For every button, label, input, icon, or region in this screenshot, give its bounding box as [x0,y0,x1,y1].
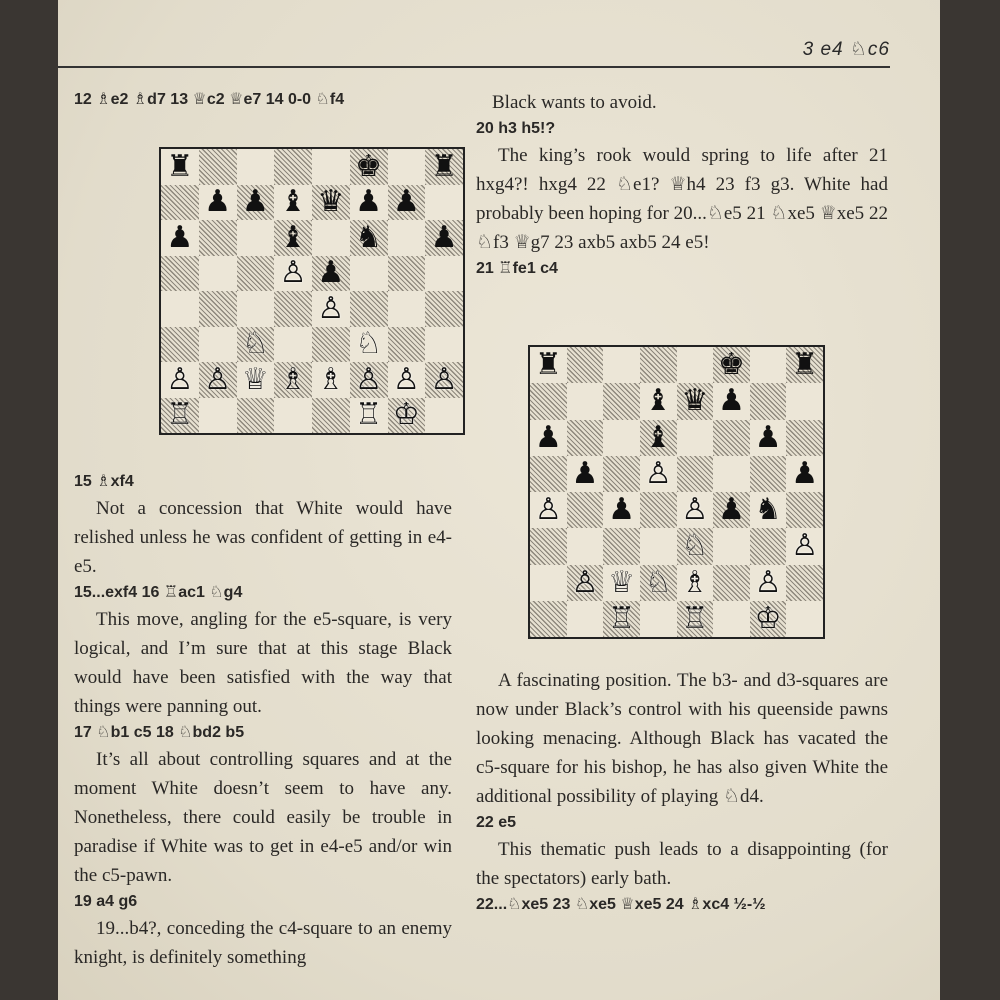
board-square [237,185,275,221]
paragraph: A fascinating position. The b3- and d3-squares are now under Black’s control with his queenside pawns looking menacing. Although Black has vacated the c5-square for his bishop, he has also given White the additional possibility of playing ♘d4. [476,670,888,807]
board-square [567,601,604,637]
board-square [677,528,714,564]
board-square [388,398,426,434]
board-square [199,362,237,398]
board-square [603,601,640,637]
chess-piece: ♗ [279,361,307,397]
board-square [567,565,604,601]
board-square [312,291,350,327]
board-square [713,601,750,637]
board-square [199,149,237,185]
chess-diagram-2 [528,345,825,639]
chess-piece: ♘ [644,564,672,600]
chess-diagram-1 [159,147,465,435]
board-square [530,347,567,383]
board-square [237,149,275,185]
chess-piece: ♙ [791,528,819,564]
board-square [640,601,677,637]
board-square [640,528,677,564]
board-square [274,220,312,256]
board-square [640,492,677,528]
board-square [567,383,604,419]
board-square [350,398,388,434]
board-square [274,185,312,221]
board-square [312,220,350,256]
chess-piece: ♙ [681,492,709,528]
paragraph: It’s all about controlling squares and at the moment White doesn’t seem to have any. Nonetheless, there could easily be trouble in paradise if White was to get in e4-e5 and/or win the c5-pawn. [74,749,452,886]
board-square [567,492,604,528]
chess-piece: ♞ [754,492,782,528]
chess-piece: ♙ [392,361,420,397]
board-square [786,456,823,492]
paragraph: Black wants to avoid. [492,92,657,113]
board-square [750,456,787,492]
chess-piece: ♝ [644,383,672,419]
board-square [567,528,604,564]
board-square [750,528,787,564]
chess-piece: ♟ [754,419,782,455]
board-square [312,398,350,434]
board-square [530,565,567,601]
board-square [199,185,237,221]
board-square [750,347,787,383]
board-square [161,185,199,221]
chess-piece: ♙ [534,492,562,528]
chess-piece: ♘ [681,528,709,564]
board-square [677,492,714,528]
chess-piece: ♞ [355,219,383,255]
chess-piece: ♖ [166,397,194,433]
board-square [312,185,350,221]
board-square [199,291,237,327]
move-line: 15...exf4 16 ♖ac1 ♘g4 [74,584,243,601]
chess-piece: ♟ [430,219,458,255]
board-square [350,362,388,398]
board-square [425,220,463,256]
board-square [713,347,750,383]
board-square [312,256,350,292]
board-square [750,420,787,456]
left-column-text [74,470,452,972]
right-column-top [476,88,888,281]
move-line: 22...♘xe5 23 ♘xe5 ♕xe5 24 ♗xc4 ½-½ [476,896,766,913]
move-line: 20 h3 h5!? [476,120,556,137]
board-square [237,256,275,292]
chess-piece: ♕ [608,564,636,600]
board-square [350,327,388,363]
chess-piece: ♟ [608,492,636,528]
board-square [530,383,567,419]
paragraph: This thematic push leads to a disappointing (for the spectators) early bath. [476,839,888,889]
chess-piece: ♚ [355,148,383,184]
board-square [199,398,237,434]
board-square [161,362,199,398]
board-square [388,362,426,398]
move-line: 19 a4 g6 [74,893,138,910]
board-square [603,420,640,456]
diagram-caption: 12 ♗e2 ♗d7 13 ♕c2 ♕e7 14 0-0 ♘f4 [74,91,345,108]
board-square [161,220,199,256]
board-square [161,327,199,363]
chess-piece: ♙ [317,290,345,326]
board-square [350,256,388,292]
chess-piece: ♟ [791,455,819,491]
chess-piece: ♙ [571,564,599,600]
board-square [161,291,199,327]
board-square [786,347,823,383]
board-square [312,327,350,363]
board-square [713,456,750,492]
board-square [161,256,199,292]
board-square [677,456,714,492]
chess-piece: ♛ [317,184,345,220]
paragraph: This move, angling for the e5-square, is very logical, and I’m sure that at this stage Black would have been satisfied with the way that things were panning out. [74,609,452,717]
board-square [425,256,463,292]
left-column [74,88,452,112]
chess-piece: ♜ [430,148,458,184]
chess-piece: ♝ [644,419,672,455]
board-square [640,456,677,492]
chess-piece: ♔ [754,600,782,636]
board-square [388,149,426,185]
board-square [237,327,275,363]
board-square [425,398,463,434]
board-square [161,398,199,434]
board-square [237,220,275,256]
chess-piece: ♙ [754,564,782,600]
chess-piece: ♖ [608,600,636,636]
board-square [567,420,604,456]
chess-piece: ♟ [534,419,562,455]
chess-piece: ♟ [355,184,383,220]
chess-piece: ♙ [355,361,383,397]
board-square [750,565,787,601]
board-square [312,149,350,185]
chess-piece: ♙ [644,455,672,491]
board-square [274,327,312,363]
chess-piece: ♙ [279,255,307,291]
board-square [677,420,714,456]
chess-piece: ♜ [166,148,194,184]
board-square [388,220,426,256]
board-square [388,185,426,221]
board-square [750,492,787,528]
chess-piece: ♛ [681,383,709,419]
move-line: 21 ♖fe1 c4 [476,260,558,277]
board-square [603,492,640,528]
board-square [640,420,677,456]
board-square [425,291,463,327]
board-square [603,347,640,383]
board-square [750,601,787,637]
board-square [237,362,275,398]
board-square [530,420,567,456]
board-square [677,347,714,383]
board-square [567,456,604,492]
page-header [58,30,890,68]
board-square [713,420,750,456]
board-square [640,347,677,383]
chess-piece: ♙ [430,361,458,397]
book-page [58,0,940,1000]
chess-piece: ♟ [241,184,269,220]
chess-piece: ♘ [355,326,383,362]
chess-piece: ♙ [166,361,194,397]
chess-piece: ♗ [317,361,345,397]
board-square [530,456,567,492]
board-square [640,383,677,419]
board-square [350,185,388,221]
board-square [713,383,750,419]
board-square [199,327,237,363]
board-square [786,492,823,528]
paragraph: 19...b4?, conceding the c4-square to an enemy knight, is definitely something [74,918,452,968]
board-square [567,347,604,383]
board-square [786,528,823,564]
board-square [237,291,275,327]
board-square [640,565,677,601]
chess-piece: ♝ [279,219,307,255]
board-square [388,256,426,292]
board-square [237,398,275,434]
board-square [199,256,237,292]
chess-piece: ♟ [392,184,420,220]
chess-piece: ♟ [204,184,232,220]
board-square [603,383,640,419]
board-square [388,291,426,327]
move-line: 15 ♗xf4 [74,473,134,490]
board-square [750,383,787,419]
chess-piece: ♙ [204,361,232,397]
chess-piece: ♔ [392,397,420,433]
board-square [786,601,823,637]
board-square [603,456,640,492]
board-square [274,291,312,327]
board-square [713,528,750,564]
board-square [350,220,388,256]
board-square [312,362,350,398]
chess-piece: ♖ [681,600,709,636]
chess-piece: ♗ [681,564,709,600]
board-square [786,565,823,601]
board-square [677,565,714,601]
board-square [603,528,640,564]
board-square [199,220,237,256]
paragraph: The king’s rook would spring to life after 21 hxg4?! hxg4 22 ♘e1? ♕h4 23 f3 g3. White had probably been hoping for 20...♘e5 21 ♘xe5 ♕xe5 22 ♘f3 ♕g7 23 axb5 axb5 24 e5! [476,145,888,253]
chess-piece: ♟ [571,455,599,491]
chess-piece: ♟ [166,219,194,255]
board-square [274,256,312,292]
chess-piece: ♝ [279,184,307,220]
chess-piece: ♚ [717,347,745,383]
chess-piece: ♕ [241,361,269,397]
board-square [274,149,312,185]
board-square [713,565,750,601]
board-square [530,601,567,637]
board-square [388,327,426,363]
board-square [530,492,567,528]
board-square [603,565,640,601]
chess-piece: ♖ [355,397,383,433]
chess-piece: ♟ [717,383,745,419]
move-line: 22 e5 [476,814,517,831]
board-square [161,149,199,185]
paragraph: Not a concession that White would have relished unless he was confident of getting in e4-e5. [74,498,452,577]
board-square [786,420,823,456]
board-square [530,528,567,564]
board-square [274,398,312,434]
move-line: 17 ♘b1 c5 18 ♘bd2 b5 [74,724,245,741]
right-column-bottom [476,666,888,917]
board-square [425,185,463,221]
board-square [350,291,388,327]
board-square [677,601,714,637]
board-square [350,149,388,185]
chess-piece: ♟ [317,255,345,291]
board-square [425,327,463,363]
chess-piece: ♘ [241,326,269,362]
chess-piece: ♜ [791,347,819,383]
board-square [713,492,750,528]
board-square [786,383,823,419]
board-square [425,149,463,185]
running-head: 3 e4 ♘c6 [802,39,890,60]
board-square [425,362,463,398]
chess-piece: ♜ [534,347,562,383]
chess-piece: ♟ [717,492,745,528]
board-square [274,362,312,398]
board-square [677,383,714,419]
